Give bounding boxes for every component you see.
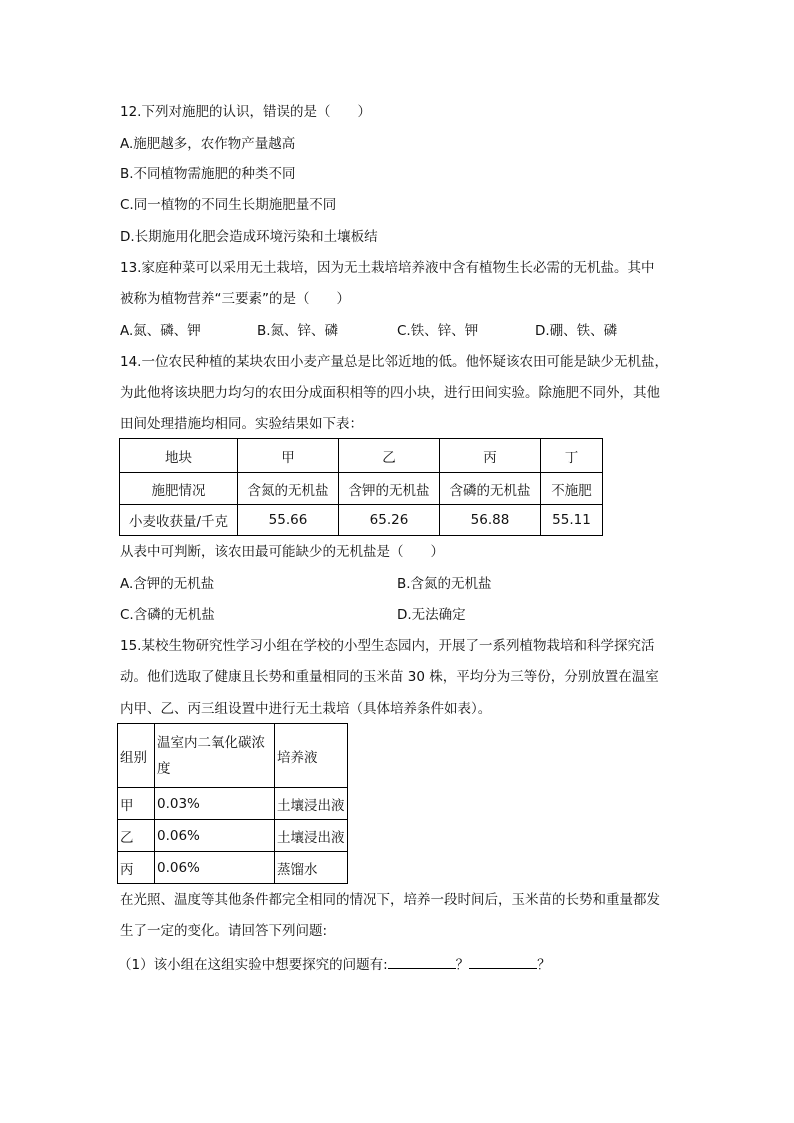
q15-stem-line2: 动。他们选取了健康且长势和重量相同的玉米苗 30 株，平均分为三等份，分别放置在温室	[120, 669, 659, 685]
q13-option-b: B.氮、锌、磷	[257, 323, 339, 339]
table-cell: 小麦收获量/千克	[120, 505, 238, 536]
table-header-row	[118, 724, 348, 788]
table-cell: 地块	[120, 439, 238, 473]
q14-stem-line3: 田间处理措施均相同。实验结果如下表：	[120, 416, 363, 432]
q12-option-a: A.施肥越多，农作物产量越高	[120, 136, 296, 152]
q13-option-d: D.硼、铁、磷	[535, 323, 618, 339]
table-cell: 丙	[118, 852, 155, 884]
table-cell: 蒸馏水	[275, 852, 348, 884]
table-header-cell	[155, 724, 275, 788]
answer-blank-2[interactable]	[469, 954, 537, 969]
table-cell: 土壤浸出液	[275, 820, 348, 852]
q15-conditions-table	[117, 723, 348, 884]
table-cell: 65.26	[339, 505, 440, 536]
table-cell: 0.03%	[155, 788, 275, 820]
table-cell: 甲	[118, 788, 155, 820]
header-text-line2: 度	[157, 760, 171, 777]
q14-stem-line2: 为此他将该块肥力均匀的农田分成面积相等的四小块，进行田间实验。除施肥不同外，其他	[120, 385, 660, 401]
table-row	[120, 439, 603, 473]
table-cell: 含钾的无机盐	[339, 473, 440, 505]
q13-option-c: C.铁、锌、钾	[397, 323, 479, 339]
header-text-line1: 温室内二氧化碳浓	[157, 734, 265, 751]
table-cell: 土壤浸出液	[275, 788, 348, 820]
table-cell: 56.88	[440, 505, 541, 536]
q14-stem-line1: 14.一位农民种植的某块农田小麦产量总是比邻近地的低。他怀疑该农田可能是缺少无机盐，	[120, 354, 668, 370]
table-cell: 乙	[339, 439, 440, 473]
q14-question: 从表中可判断，该农田最可能缺少的无机盐是（ ）	[120, 544, 444, 560]
subquestion-prefix: （1）该小组在这组实验中想要探究的问题有:	[118, 957, 388, 973]
q14-results-table	[119, 438, 603, 536]
table-cell: 丁	[541, 439, 603, 473]
table-cell: 施肥情况	[120, 473, 238, 505]
q12-option-b: B.不同植物需施肥的种类不同	[120, 166, 296, 182]
table-cell: 55.66	[238, 505, 339, 536]
q15-subquestion-1	[118, 954, 551, 974]
q15-stem-line3: 内甲、乙、丙三组设置中进行无土栽培（具体培养条件如表）。	[120, 701, 492, 717]
table-header-cell: 培养液	[275, 724, 348, 788]
table-cell: 乙	[118, 820, 155, 852]
table-cell: 甲	[238, 439, 339, 473]
table-header-cell: 组别	[118, 724, 155, 788]
q14-option-d: D.无法确定	[397, 607, 466, 623]
question-mark: ？	[455, 957, 470, 973]
q15-after-line1: 在光照、温度等其他条件都完全相同的情况下，培养一段时间后，玉米苗的长势和重量都发	[120, 892, 660, 908]
table-cell: 0.06%	[155, 852, 275, 884]
table-cell: 0.06%	[155, 820, 275, 852]
q12-stem: 12.下列对施肥的认识，错误的是（ ）	[120, 104, 371, 120]
q12-option-d: D.长期施用化肥会造成环境污染和土壤板结	[120, 229, 378, 245]
table-row	[118, 788, 348, 820]
q15-after-line2: 生了一定的变化。请回答下列问题:	[120, 923, 328, 939]
table-cell: 55.11	[541, 505, 603, 536]
table-row	[120, 473, 603, 505]
q13-stem-line2: 被称为植物营养“三要素”的是（ ）	[120, 291, 350, 307]
q14-option-a: A.含钾的无机盐	[120, 576, 215, 592]
question-mark: ？	[537, 957, 551, 973]
table-row	[120, 505, 603, 536]
q15-stem-line1: 15.某校生物研究性学习小组在学校的小型生态园内，开展了一系列植物栽培和科学探究活	[120, 638, 655, 654]
table-row	[118, 820, 348, 852]
answer-blank-1[interactable]	[388, 954, 456, 969]
table-cell: 含氮的无机盐	[238, 473, 339, 505]
q12-option-c: C.同一植物的不同生长期施肥量不同	[120, 197, 337, 213]
q14-option-c: C.含磷的无机盐	[120, 607, 215, 623]
q13-stem-line1: 13.家庭种菜可以采用无土栽培，因为无土栽培培养液中含有植物生长必需的无机盐。其中	[120, 260, 655, 276]
table-cell: 不施肥	[541, 473, 603, 505]
q13-option-a: A.氮、磷、钾	[120, 323, 201, 339]
table-cell: 丙	[440, 439, 541, 473]
table-row	[118, 852, 348, 884]
table-cell: 含磷的无机盐	[440, 473, 541, 505]
q14-option-b: B.含氮的无机盐	[397, 576, 492, 592]
